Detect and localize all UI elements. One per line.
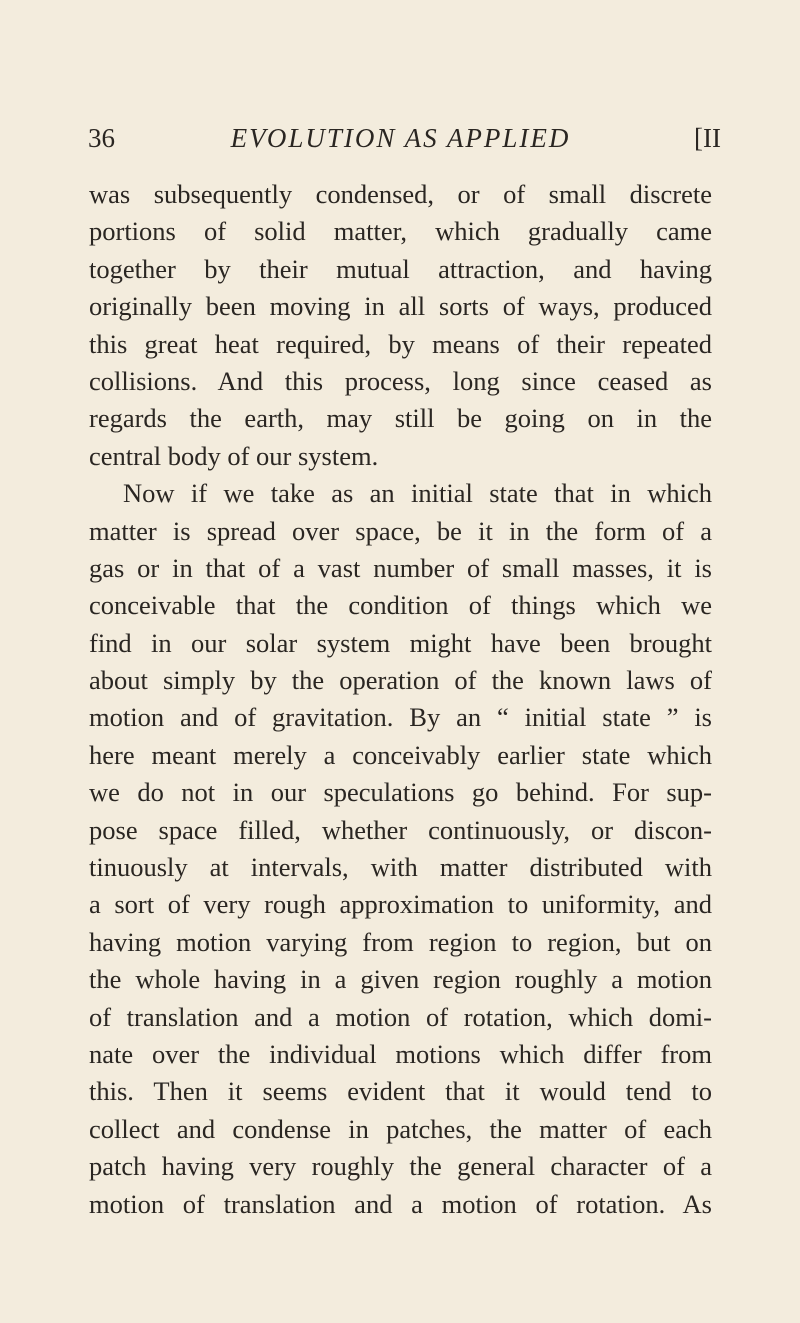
text-line: this great heat required, by means of their repeated [89, 328, 712, 359]
text-line: about simply by the operation of the known laws of [89, 665, 712, 696]
text-line: of translation and a motion of rotation, which domi- [89, 1001, 712, 1032]
text-line: motion and of gravitation. By an “ initial state ” is [89, 702, 712, 733]
text-line: pose space filled, whether continuously, or discon- [89, 814, 712, 845]
text-line: a sort of very rough approximation to uniformity, and [89, 889, 712, 920]
text-line: patch having very roughly the general character of a [89, 1151, 712, 1182]
body-text [89, 176, 712, 1223]
text-line: originally been moving in all sorts of ways, produced [89, 291, 712, 322]
text-line: this. Then it seems evident that it would tend to [89, 1076, 712, 1107]
text-line: gas or in that of a vast number of small masses, it is [89, 552, 712, 583]
text-line: conceivable that the condition of things which we [89, 590, 712, 621]
text-line: central body of our system. [89, 440, 379, 471]
text-line: collect and condense in patches, the matter of each [89, 1113, 712, 1144]
text-line: having motion varying from region to region, but on [89, 926, 712, 957]
text-line: we do not in our speculations go behind. For sup- [89, 777, 712, 808]
running-title: EVOLUTION AS APPLIED [230, 123, 571, 153]
page-number: 36 [88, 123, 115, 153]
text-line: tinuously at intervals, with matter distributed with [89, 852, 712, 883]
chapter-mark: [II [694, 123, 721, 153]
running-header [88, 118, 721, 158]
text-line: find in our solar system might have been brought [89, 627, 712, 658]
text-line: together by their mutual attraction, and having [89, 253, 712, 284]
text-line: nate over the individual motions which differ from [89, 1038, 712, 1069]
text-line: matter is spread over space, be it in the form of a [89, 515, 712, 546]
text-line: Now if we take as an initial state that in which [123, 478, 712, 509]
text-line: regards the earth, may still be going on in the [89, 403, 712, 434]
text-line: was subsequently condensed, or of small discrete [89, 179, 712, 209]
text-line: the whole having in a given region roughly a motion [89, 964, 712, 995]
text-line: motion of translation and a motion of rotation. As [89, 1188, 712, 1219]
text-line: here meant merely a conceivably earlier state which [89, 739, 712, 770]
text-line: collisions. And this process, long since ceased as [89, 365, 712, 396]
text-line: portions of solid matter, which gradually came [89, 216, 712, 247]
